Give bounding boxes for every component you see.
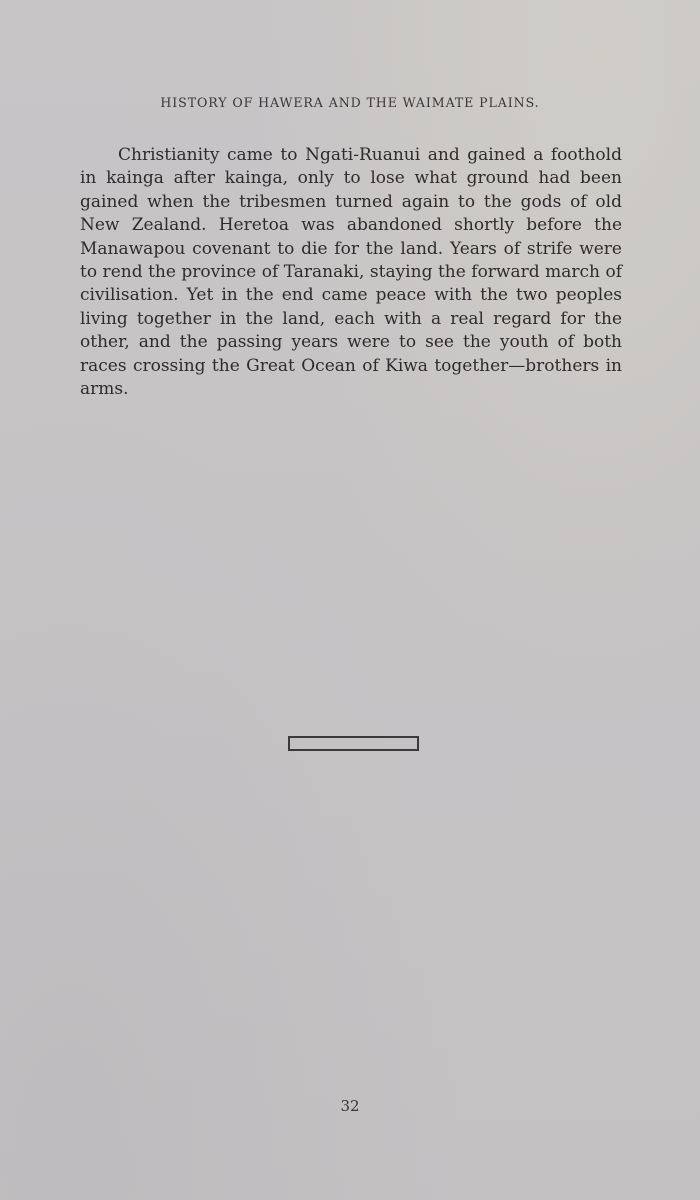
page-number: 32 [340,1097,360,1115]
section-end-ornament [288,736,419,751]
body-paragraph: Christianity came to Ngati-Ruanui and gained a foothold in kainga after kainga, only to lose what ground had been gained when the tribesmen turned again to the gods of old New Zealand. Heretoa was abandoned shortly before the Manawapou covenant to die for the land. Years of strife were to rend the province of Taranaki, staying the forward march of civilisation. Yet in the end came peace with the two peoples living together in the land, each with a real regard for the other, and the passing years were to see the youth of both races crossing the Great Ocean of Kiwa together—brothers in arms. [80,145,622,400]
running-head: HISTORY OF HAWERA AND THE WAIMATE PLAINS. [160,95,540,110]
